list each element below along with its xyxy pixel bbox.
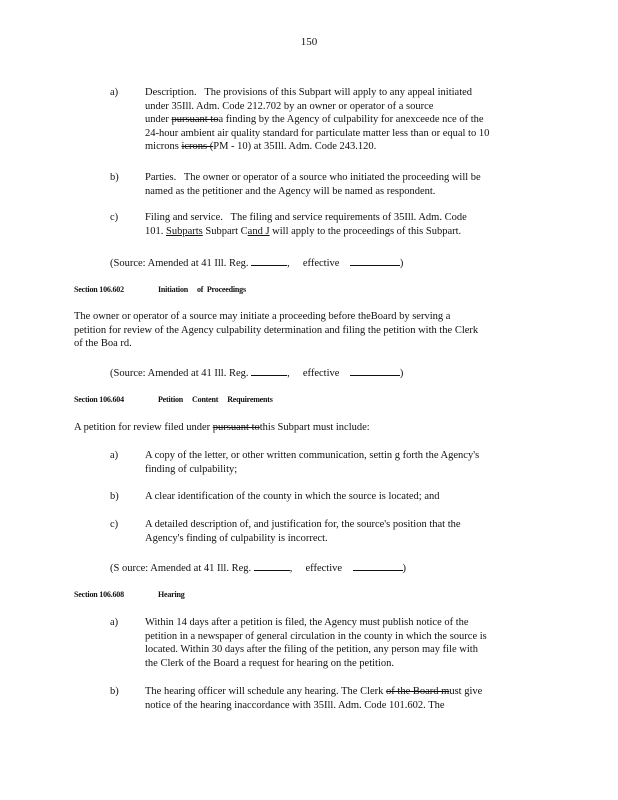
source-text: (Source: Amended at 41 Ill. Reg. [110,368,249,379]
text-line: The owner or operator of a source who initiated the proceeding will be [183,172,481,183]
struck-text: pursuant to [171,114,219,125]
section-number: Section 106.604 [74,395,124,404]
text-fragment: under [145,114,169,125]
section-title: Hearing [158,590,185,599]
text-fragment: 101. [145,225,164,237]
close-paren: ) [399,368,404,379]
blank-line [251,365,287,376]
text-line: The owner or operator of a source may initiate a proceeding before theBoard by serving a [74,311,451,322]
petition-item [145,518,541,545]
text-line: Within 14 days after a petition is filed, the Agency must publish notice of the [145,617,469,628]
comma: , [287,368,290,379]
text-fragment: ust give [449,686,483,697]
blank-line [353,560,403,571]
text-line: petition for review of the Agency culpability determination and filing the petition with the Clerk [74,324,479,336]
text-fragment: a finding by the Agency of culpability for anexceede nce of the [218,114,484,125]
close-paren: ) [399,258,404,269]
close-paren: ) [402,563,407,574]
text-line: under 35Ill. Adm. Code 212.702 by an owner or operator of a source [145,100,434,112]
item-heading: Description. [145,87,197,98]
item-label: a) [110,87,119,98]
hearing-item [145,616,541,670]
parties-paragraph [145,171,541,198]
text-fragment: Subpart C [205,225,248,237]
description-paragraph [145,86,541,154]
underlined-text: Subparts [166,225,203,237]
struck-text: of the Board m [386,686,450,697]
text-line: of the Boa rd. [74,338,132,349]
text-fragment: A petition for review filed under [74,422,211,433]
effective-label: effective [302,258,340,269]
text-line: The provisions of this Subpart will apply to any appeal initiated [204,87,473,98]
struck-text: pursuant to [212,422,260,433]
text-line: the Clerk of the Board a request for hearing on the petition. [145,657,395,669]
item-label: b) [110,172,119,183]
text-line: A detailed description of, and justification for, the source's position that the [145,519,461,530]
item-label: b) [110,686,119,697]
source-text: (Source: Amended at 41 Ill. Reg. [110,258,249,269]
section-number: Section 106.602 [74,285,124,294]
petition-item [145,490,541,504]
source-note [110,560,406,576]
section-number: Section 106.608 [74,590,124,599]
item-label: a) [110,450,119,461]
source-note [110,255,403,271]
item-label: a) [110,617,119,628]
section-title: Petition Content Requirements [158,395,273,404]
text-line: notice of the hearing inaccordance with 35Ill. Adm. Code 101.602. The [145,699,445,711]
source-note [110,365,403,381]
text-line: A copy of the letter, or other written communication, settin g forth the Agency's [145,450,480,461]
comma: , [287,258,290,269]
underlined-text: and J [247,225,270,237]
text-fragment: this Subpart must include: [259,422,370,433]
section-604-intro [74,421,544,435]
text-line: located. Within 30 days after the filing of the petition, any person may file with [145,644,478,655]
text-fragment: PM - 10) at 35Ill. Adm. Code 243.120. [213,141,377,152]
text-line: The filing and service requirements of 35Ill. Adm. Code [230,212,467,223]
comma: , [289,563,293,574]
section-602-paragraph [74,310,544,351]
blank-line [254,560,290,571]
blank-line [350,365,400,376]
petition-item [145,449,541,476]
item-label: b) [110,491,119,502]
effective-label: effective [305,563,343,574]
section-title: Initiation of Proceedings [158,285,246,294]
hearing-item [145,685,541,712]
text-fragment: The hearing officer will schedule any hearing. The Clerk [145,686,384,697]
text-line: named as the petitioner and the Agency will be named as respondent. [145,185,436,197]
text-fragment: will apply to the proceedings of this Subpart. [272,225,462,237]
text-line: Agency's finding of culpability is incorrect. [145,532,328,544]
effective-label: effective [302,368,340,379]
source-text: (S ource: Amended at 41 Ill. Reg. [110,563,252,574]
item-label: c) [110,212,119,223]
text-line: finding of culpability; [145,463,238,475]
item-label: c) [110,519,119,530]
text-line: 24-hour ambient air quality standard for particulate matter less than or equal to 10 [145,127,490,139]
text-line: A clear identification of the county in which the source is located; and [145,491,440,502]
blank-line [350,255,400,266]
page-number: 150 [300,36,318,48]
item-heading: Filing and service. [145,212,223,223]
blank-line [251,255,287,266]
text-fragment: microns [145,141,179,152]
filing-paragraph [145,211,541,238]
struck-text: icrons ( [181,141,214,152]
item-heading: Parties. [145,172,177,183]
text-line: petition in a newspaper of general circulation in the county in which the source is [145,630,487,642]
